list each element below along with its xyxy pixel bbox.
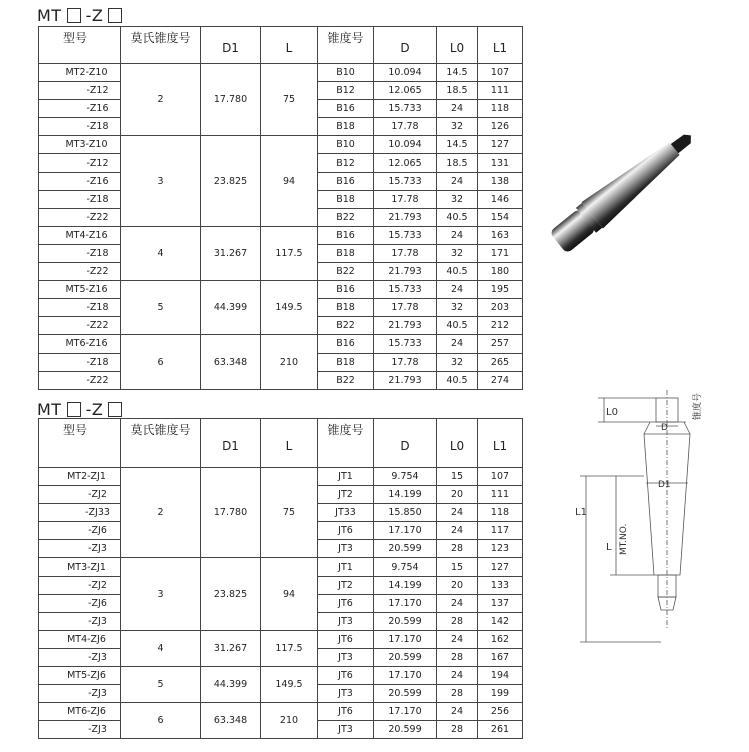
l1-cell: 154: [478, 208, 523, 226]
l1-cell: 257: [478, 335, 523, 353]
table-row: [39, 667, 523, 685]
label-mt-no: MT.NO.: [619, 523, 629, 555]
model-cell: -ZJ6: [39, 594, 121, 612]
top-section-title: MT -Z: [37, 6, 125, 25]
table-row: [39, 335, 523, 353]
label-taper-no: 锥度号: [693, 392, 703, 420]
l0-cell: 24: [437, 281, 478, 299]
l1-cell: 194: [478, 667, 523, 685]
d-cell: 17.170: [374, 522, 437, 540]
morse-cell: 2: [121, 64, 201, 136]
l-cell: 149.5: [261, 667, 318, 703]
l0-cell: 32: [437, 118, 478, 136]
model-cell: -Z22: [39, 371, 121, 389]
model-cell: -ZJ2: [39, 486, 121, 504]
taper-cell: JT3: [318, 540, 374, 558]
d-cell: 17.170: [374, 703, 437, 721]
l-cell: 210: [261, 335, 318, 389]
l-cell: 117.5: [261, 630, 318, 666]
morse-cell: 4: [121, 630, 201, 666]
l1-cell: 131: [478, 154, 523, 172]
d-cell: 17.170: [374, 630, 437, 648]
column-header: L1: [478, 419, 523, 468]
model-cell: -ZJ3: [39, 648, 121, 666]
l0-cell: 18.5: [437, 82, 478, 100]
label-l1: L1: [575, 507, 587, 518]
l0-cell: 28: [437, 721, 478, 739]
column-header: 锥度号: [318, 419, 374, 468]
l1-cell: 256: [478, 703, 523, 721]
l-cell: 94: [261, 558, 318, 630]
d-cell: 12.065: [374, 154, 437, 172]
model-cell: -ZJ3: [39, 540, 121, 558]
label-l0: L0: [606, 407, 618, 418]
d1-cell: 44.399: [201, 281, 261, 335]
l1-cell: 123: [478, 540, 523, 558]
d1-cell: 31.267: [201, 226, 261, 280]
table-row: [39, 630, 523, 648]
l1-cell: 118: [478, 100, 523, 118]
d-cell: 12.065: [374, 82, 437, 100]
morse-cell: 3: [121, 558, 201, 630]
l1-cell: 180: [478, 263, 523, 281]
model-cell: -Z22: [39, 263, 121, 281]
l-cell: 149.5: [261, 281, 318, 335]
l0-cell: 40.5: [437, 317, 478, 335]
d-cell: 15.733: [374, 100, 437, 118]
l0-cell: 24: [437, 100, 478, 118]
l0-cell: 24: [437, 226, 478, 244]
d-cell: 17.78: [374, 190, 437, 208]
taper-cell: B12: [318, 154, 374, 172]
l1-cell: 203: [478, 299, 523, 317]
taper-cell: JT1: [318, 468, 374, 486]
taper-cell: JT3: [318, 685, 374, 703]
l1-cell: 117: [478, 522, 523, 540]
l0-cell: 24: [437, 630, 478, 648]
d-cell: 20.599: [374, 721, 437, 739]
column-header: D1: [201, 419, 261, 468]
l0-cell: 40.5: [437, 371, 478, 389]
model-cell: MT4-ZJ6: [39, 630, 121, 648]
d-cell: 21.793: [374, 263, 437, 281]
taper-cell: JT1: [318, 558, 374, 576]
l0-cell: 40.5: [437, 208, 478, 226]
arbor-photo: [540, 75, 700, 260]
taper-cell: JT2: [318, 576, 374, 594]
table-row: [39, 468, 523, 486]
l1-cell: 274: [478, 371, 523, 389]
column-header: 型号: [39, 419, 121, 468]
l0-cell: 28: [437, 612, 478, 630]
l0-cell: 24: [437, 703, 478, 721]
l1-cell: 111: [478, 486, 523, 504]
model-cell: -Z18: [39, 353, 121, 371]
model-cell: -Z18: [39, 244, 121, 262]
d-cell: 15.733: [374, 281, 437, 299]
d-cell: 9.754: [374, 558, 437, 576]
column-header: L: [261, 27, 318, 64]
d-cell: 14.199: [374, 486, 437, 504]
column-header: L0: [437, 27, 478, 64]
d-cell: 10.094: [374, 64, 437, 82]
d-cell: 15.733: [374, 226, 437, 244]
l0-cell: 28: [437, 540, 478, 558]
header-row: [39, 419, 523, 468]
d-cell: 15.733: [374, 172, 437, 190]
column-header: 莫氏锥度号: [121, 419, 201, 468]
taper-cell: B10: [318, 64, 374, 82]
d-cell: 14.199: [374, 576, 437, 594]
l0-cell: 40.5: [437, 263, 478, 281]
d-cell: 21.793: [374, 371, 437, 389]
table-row: [39, 226, 523, 244]
bottom-spec-table: [38, 418, 523, 739]
l0-cell: 24: [437, 335, 478, 353]
taper-cell: JT2: [318, 486, 374, 504]
model-cell: -Z16: [39, 100, 121, 118]
d-cell: 17.170: [374, 594, 437, 612]
label-l: L: [606, 542, 612, 553]
taper-cell: B22: [318, 371, 374, 389]
model-cell: -Z22: [39, 317, 121, 335]
model-cell: -ZJ33: [39, 504, 121, 522]
table-row: [39, 136, 523, 154]
taper-cell: B22: [318, 263, 374, 281]
taper-cell: JT6: [318, 630, 374, 648]
taper-cell: B22: [318, 208, 374, 226]
morse-cell: 2: [121, 468, 201, 558]
taper-cell: JT6: [318, 703, 374, 721]
taper-cell: B18: [318, 244, 374, 262]
d1-cell: 63.348: [201, 335, 261, 389]
l0-cell: 14.5: [437, 64, 478, 82]
column-header: 锥度号: [318, 27, 374, 64]
column-header: D: [374, 27, 437, 64]
d1-cell: 17.780: [201, 468, 261, 558]
model-cell: MT6-ZJ6: [39, 703, 121, 721]
column-header: 莫氏锥度号: [121, 27, 201, 64]
l0-cell: 18.5: [437, 154, 478, 172]
d1-cell: 44.399: [201, 667, 261, 703]
morse-cell: 6: [121, 335, 201, 389]
d-cell: 21.793: [374, 208, 437, 226]
l0-cell: 32: [437, 190, 478, 208]
l0-cell: 24: [437, 667, 478, 685]
l-cell: 117.5: [261, 226, 318, 280]
l1-cell: 167: [478, 648, 523, 666]
column-header: L1: [478, 27, 523, 64]
model-cell: -Z22: [39, 208, 121, 226]
l-cell: 75: [261, 468, 318, 558]
d-cell: 15.733: [374, 335, 437, 353]
l1-cell: 261: [478, 721, 523, 739]
model-cell: MT5-ZJ6: [39, 667, 121, 685]
l-cell: 94: [261, 136, 318, 226]
d-cell: 20.599: [374, 685, 437, 703]
l1-cell: 142: [478, 612, 523, 630]
l1-cell: 111: [478, 82, 523, 100]
d1-cell: 23.825: [201, 136, 261, 226]
table-row: [39, 703, 523, 721]
l1-cell: 118: [478, 504, 523, 522]
taper-cell: JT6: [318, 594, 374, 612]
bottom-section-title: MT -Z: [37, 400, 125, 419]
morse-cell: 6: [121, 703, 201, 739]
morse-cell: 5: [121, 667, 201, 703]
column-header: L0: [437, 419, 478, 468]
l0-cell: 15: [437, 558, 478, 576]
l1-cell: 133: [478, 576, 523, 594]
l1-cell: 162: [478, 630, 523, 648]
column-header: L: [261, 419, 318, 468]
l0-cell: 15: [437, 468, 478, 486]
taper-cell: B18: [318, 118, 374, 136]
l0-cell: 24: [437, 504, 478, 522]
blank-box: [108, 402, 122, 417]
morse-cell: 3: [121, 136, 201, 226]
l1-cell: 199: [478, 685, 523, 703]
l1-cell: 195: [478, 281, 523, 299]
d1-cell: 17.780: [201, 64, 261, 136]
taper-cell: JT3: [318, 612, 374, 630]
model-cell: MT2-ZJ1: [39, 468, 121, 486]
l1-cell: 171: [478, 244, 523, 262]
taper-cell: B22: [318, 317, 374, 335]
l1-cell: 212: [478, 317, 523, 335]
l-cell: 210: [261, 703, 318, 739]
model-cell: -ZJ6: [39, 522, 121, 540]
arbor-technical-drawing: [570, 390, 720, 650]
model-cell: MT5-Z16: [39, 281, 121, 299]
d-cell: 17.170: [374, 667, 437, 685]
d-cell: 17.78: [374, 353, 437, 371]
d-cell: 9.754: [374, 468, 437, 486]
column-header: D: [374, 419, 437, 468]
morse-cell: 4: [121, 226, 201, 280]
model-cell: -Z12: [39, 154, 121, 172]
d-cell: 20.599: [374, 540, 437, 558]
taper-cell: B16: [318, 335, 374, 353]
table-row: [39, 558, 523, 576]
l0-cell: 20: [437, 486, 478, 504]
column-header: 型号: [39, 27, 121, 64]
morse-cell: 5: [121, 281, 201, 335]
taper-cell: B10: [318, 136, 374, 154]
l1-cell: 265: [478, 353, 523, 371]
taper-cell: B16: [318, 281, 374, 299]
taper-cell: B12: [318, 82, 374, 100]
model-cell: -ZJ3: [39, 721, 121, 739]
d1-cell: 31.267: [201, 630, 261, 666]
taper-cell: B18: [318, 353, 374, 371]
model-cell: -Z16: [39, 172, 121, 190]
d1-cell: 23.825: [201, 558, 261, 630]
taper-cell: B18: [318, 299, 374, 317]
model-cell: -ZJ3: [39, 685, 121, 703]
model-cell: -ZJ3: [39, 612, 121, 630]
l1-cell: 107: [478, 64, 523, 82]
blank-box: [67, 8, 81, 23]
model-cell: MT6-Z16: [39, 335, 121, 353]
model-cell: -Z18: [39, 190, 121, 208]
taper-cell: B16: [318, 172, 374, 190]
d-cell: 21.793: [374, 317, 437, 335]
model-cell: MT4-Z16: [39, 226, 121, 244]
l0-cell: 20: [437, 576, 478, 594]
model-cell: -Z18: [39, 299, 121, 317]
model-cell: -Z12: [39, 82, 121, 100]
l0-cell: 24: [437, 172, 478, 190]
l1-cell: 138: [478, 172, 523, 190]
model-cell: MT3-Z10: [39, 136, 121, 154]
blank-box: [108, 8, 122, 23]
column-header: D1: [201, 27, 261, 64]
top-spec-table: [38, 26, 523, 390]
label-d1: D1: [658, 480, 671, 490]
l0-cell: 28: [437, 648, 478, 666]
model-cell: -Z18: [39, 118, 121, 136]
taper-cell: JT3: [318, 648, 374, 666]
taper-cell: B18: [318, 190, 374, 208]
taper-cell: JT3: [318, 721, 374, 739]
l1-cell: 146: [478, 190, 523, 208]
l1-cell: 126: [478, 118, 523, 136]
l0-cell: 32: [437, 353, 478, 371]
table-row: [39, 64, 523, 82]
l-cell: 75: [261, 64, 318, 136]
l1-cell: 107: [478, 468, 523, 486]
model-cell: MT2-Z10: [39, 64, 121, 82]
d-cell: 15.850: [374, 504, 437, 522]
d-cell: 20.599: [374, 648, 437, 666]
l1-cell: 137: [478, 594, 523, 612]
d-cell: 10.094: [374, 136, 437, 154]
d-cell: 17.78: [374, 118, 437, 136]
l0-cell: 24: [437, 594, 478, 612]
taper-cell: B16: [318, 100, 374, 118]
l0-cell: 32: [437, 244, 478, 262]
label-d: D: [661, 423, 668, 433]
l1-cell: 127: [478, 558, 523, 576]
model-cell: MT3-ZJ1: [39, 558, 121, 576]
l1-cell: 163: [478, 226, 523, 244]
l1-cell: 127: [478, 136, 523, 154]
d-cell: 17.78: [374, 299, 437, 317]
taper-cell: JT6: [318, 667, 374, 685]
l0-cell: 14.5: [437, 136, 478, 154]
taper-cell: JT6: [318, 522, 374, 540]
l0-cell: 32: [437, 299, 478, 317]
model-cell: -ZJ2: [39, 576, 121, 594]
blank-box: [67, 402, 81, 417]
taper-cell: B16: [318, 226, 374, 244]
taper-cell: JT33: [318, 504, 374, 522]
d-cell: 20.599: [374, 612, 437, 630]
header-row: [39, 27, 523, 64]
d1-cell: 63.348: [201, 703, 261, 739]
l0-cell: 28: [437, 685, 478, 703]
table-row: [39, 281, 523, 299]
l0-cell: 24: [437, 522, 478, 540]
d-cell: 17.78: [374, 244, 437, 262]
